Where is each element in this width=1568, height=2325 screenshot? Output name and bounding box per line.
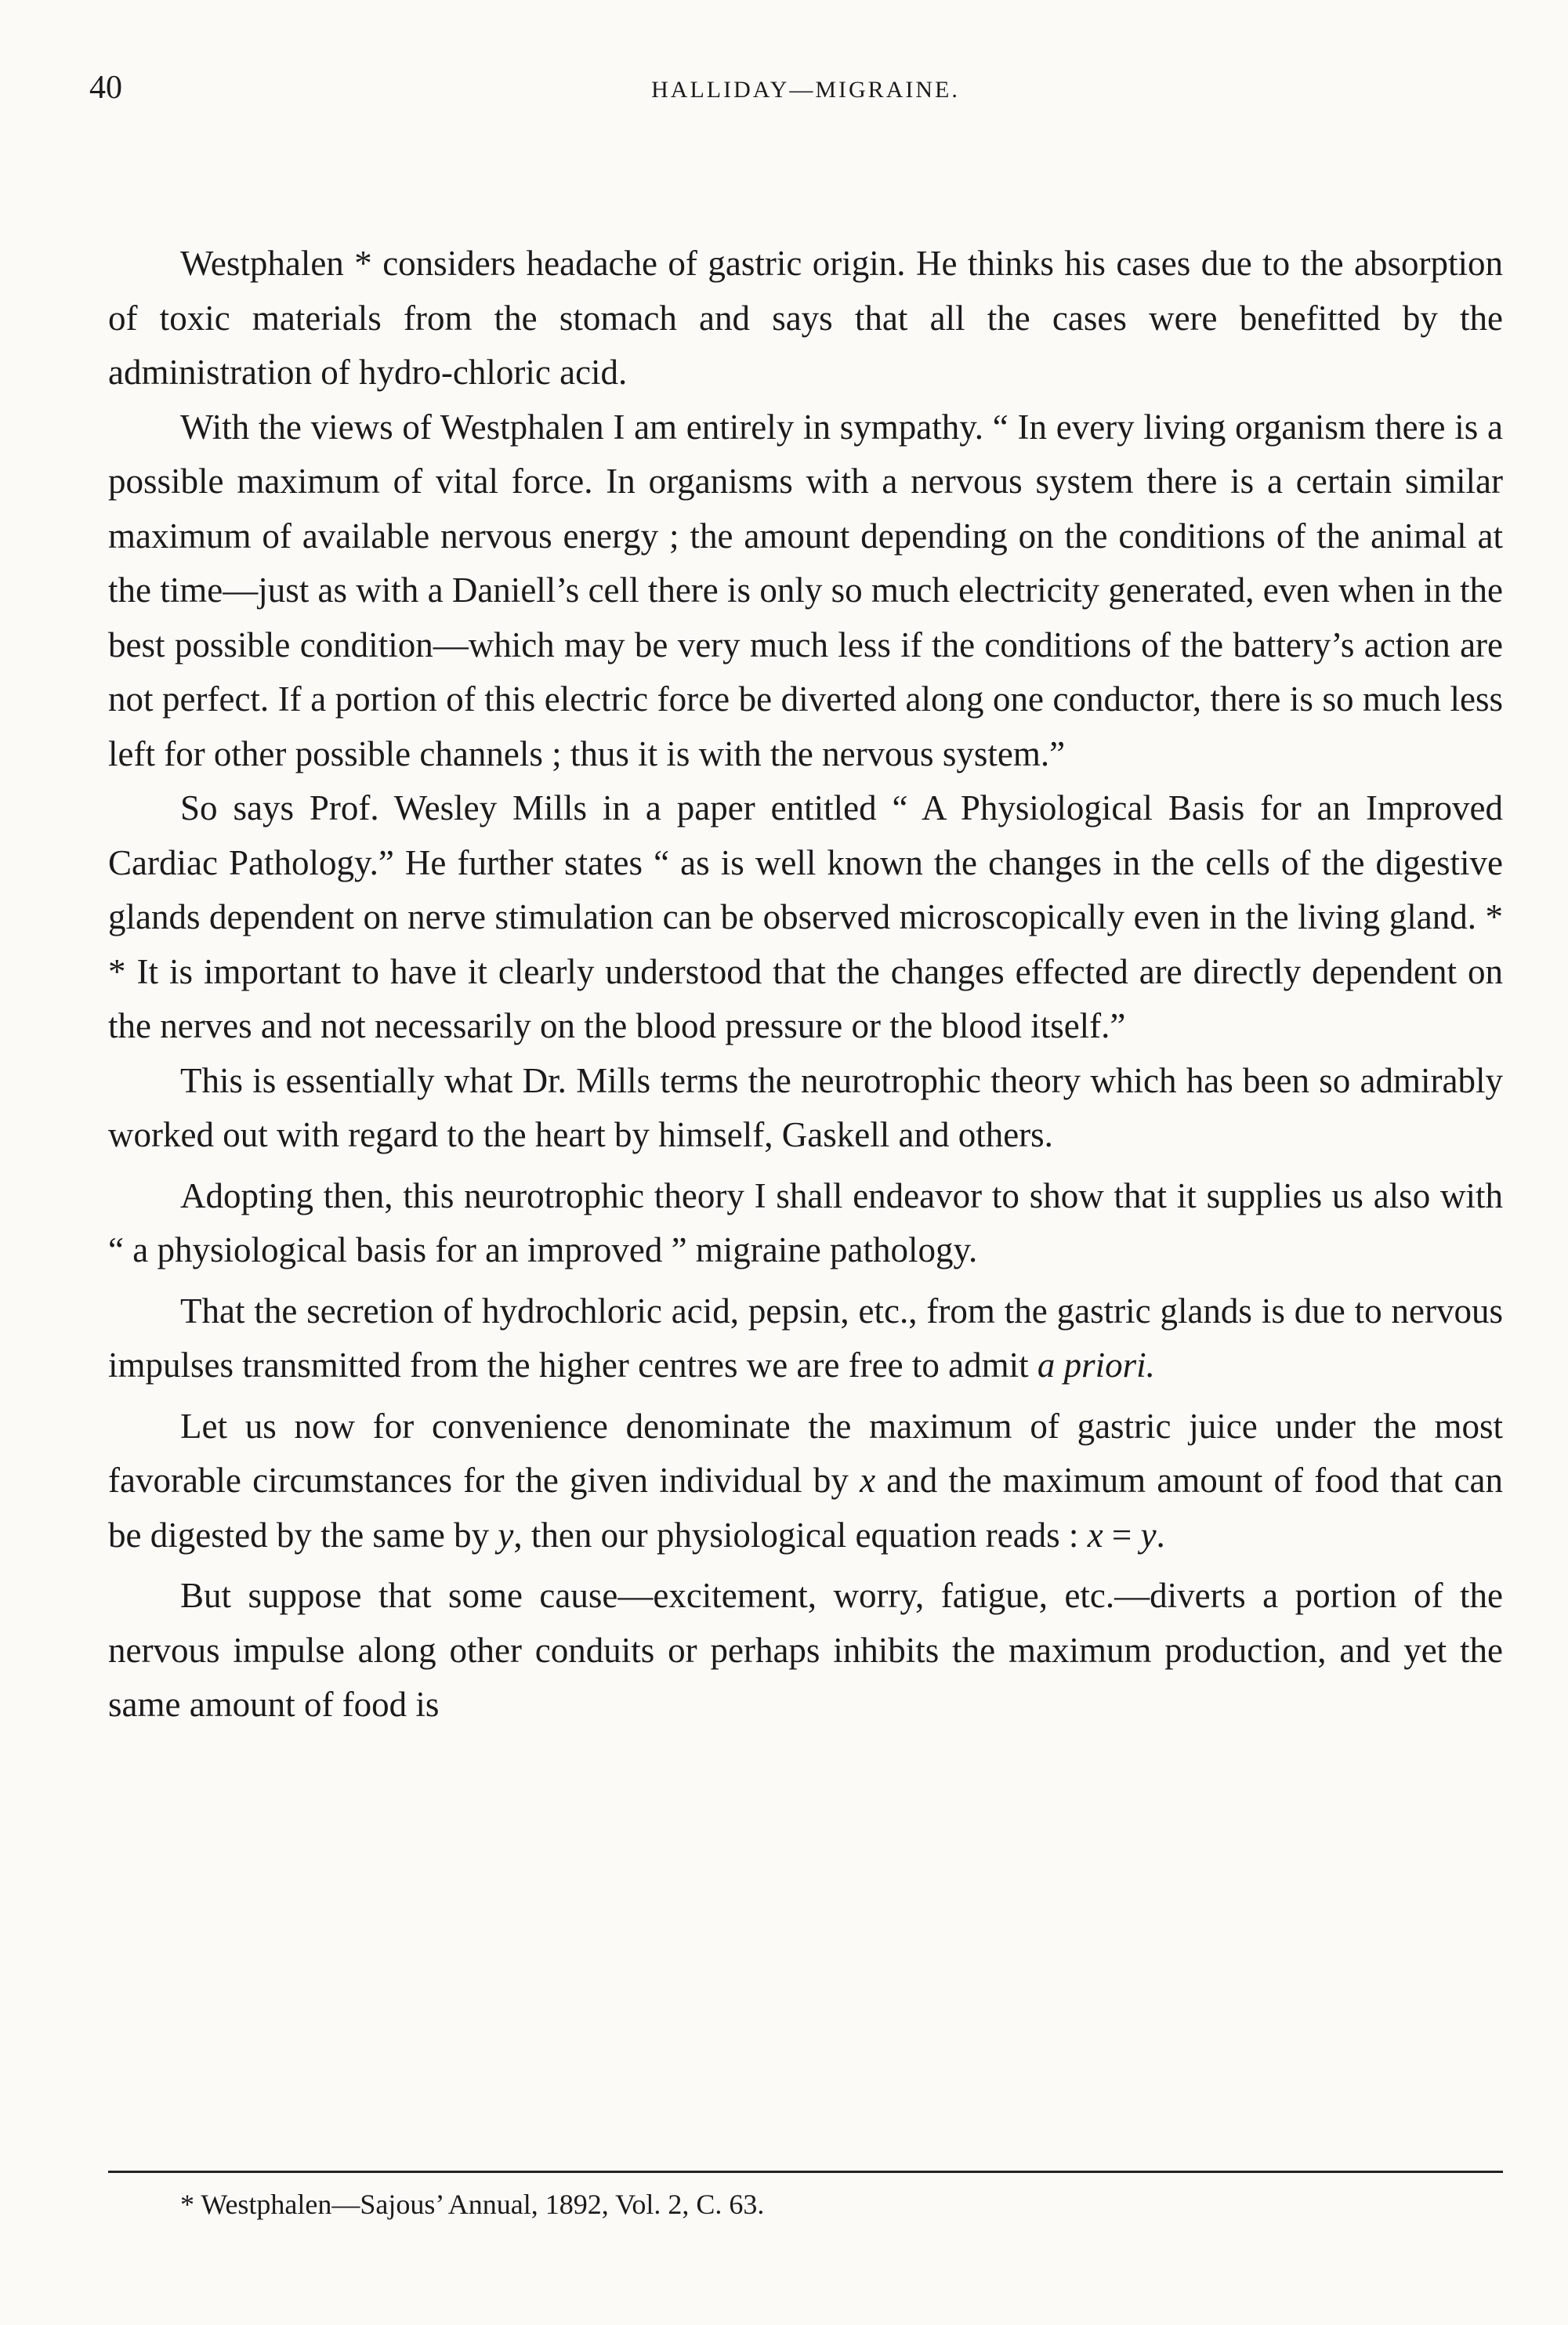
- variable-x: x: [860, 1461, 876, 1500]
- equation-text-1: Let us now for convenience denominate the maximum of gastric juice under the most favorable circumstances for the given individual by: [108, 1406, 1503, 1500]
- equation-y: y: [1140, 1515, 1157, 1555]
- equals-sign: =: [1103, 1515, 1141, 1555]
- body-text: [108, 237, 1503, 1733]
- a-priori-italic: a priori.: [1037, 1345, 1155, 1385]
- paragraph-westphalen: Westphalen * considers headache of gastric origin. He thinks his cases due to the absorption of toxic materials from the stomach and says that all the cases were benefitted by the administration of hydro-chloric acid.: [108, 244, 1503, 392]
- running-head: [89, 69, 1503, 116]
- paragraph-equation: [108, 1400, 1503, 1563]
- paragraph-neurotrophic-theory: This is essentially what Dr. Mills terms the neurotrophic theory which has been so admirably worked out with regard to the heart by himself, Gaskell and others.: [108, 1060, 1503, 1154]
- paragraph-secretion-text: That the secretion of hydrochloric acid, pepsin, etc., from the gastric glands is due to nervous impulses transmitted from the higher centres we are free to admit: [108, 1291, 1503, 1385]
- paragraph-wesley-mills: So says Prof. Wesley Mills in a paper entitled “ A Physiological Basis for an Improved Cardiac Pathology.” He further states “ as is well known the changes in the cells of the digestive glands dependent on nerve stimulation can be observed microscopically even in the living gland. * * It is important to have it clearly understood that the changes effected are directly dependent on the nerves and not necessarily on the blood pressure or the blood itself.”: [108, 788, 1503, 1045]
- paragraph-secretion: [108, 1284, 1503, 1393]
- footnote-rule: [108, 2171, 1503, 2173]
- equation-text-4: .: [1156, 1515, 1165, 1555]
- equation-text-2: and the maximum amount of food that can be digested by the same by: [108, 1461, 1503, 1555]
- book-page: [89, 69, 1503, 2263]
- paragraph-vital-force: With the views of Westphalen I am entirely in sympathy. “ In every living organism there is a possible maximum of vital force. In organisms with a nervous system there is a certain similar maximum of available nervous energy ; the amount depending on the conditions of the animal at the time—just as with a Daniell’s cell there is only so much electricity generated, even when in the best possible condition—which may be very much less if the conditions of the battery’s action are not perfect. If a portion of this electric force be diverted along one conductor, there is so much less left for other possible channels ; thus it is with the nervous system.”: [108, 407, 1503, 773]
- page-number: 40: [89, 70, 122, 106]
- paragraph-adopting-theory: Adopting then, this neurotrophic theory I shall endeavor to show that it supplies us also with “ a physiological basis for an improved ” migraine pathology.: [108, 1175, 1503, 1269]
- equation-x: x: [1087, 1515, 1103, 1555]
- running-title: HALLIDAY—MIGRAINE.: [651, 77, 960, 103]
- footnote: * Westphalen—Sajous’ Annual, 1892, Vol. 2, C. 63.: [180, 2189, 765, 2220]
- variable-y: y: [498, 1515, 514, 1555]
- equation-text-3: , then our physiological equation reads :: [513, 1515, 1088, 1555]
- paragraph-diversion: But suppose that some cause—excitement, worry, fatigue, etc.—diverts a portion of the nervous impulse along other conduits or perhaps inhibits the maximum production, and yet the same amount of food is: [108, 1576, 1503, 1724]
